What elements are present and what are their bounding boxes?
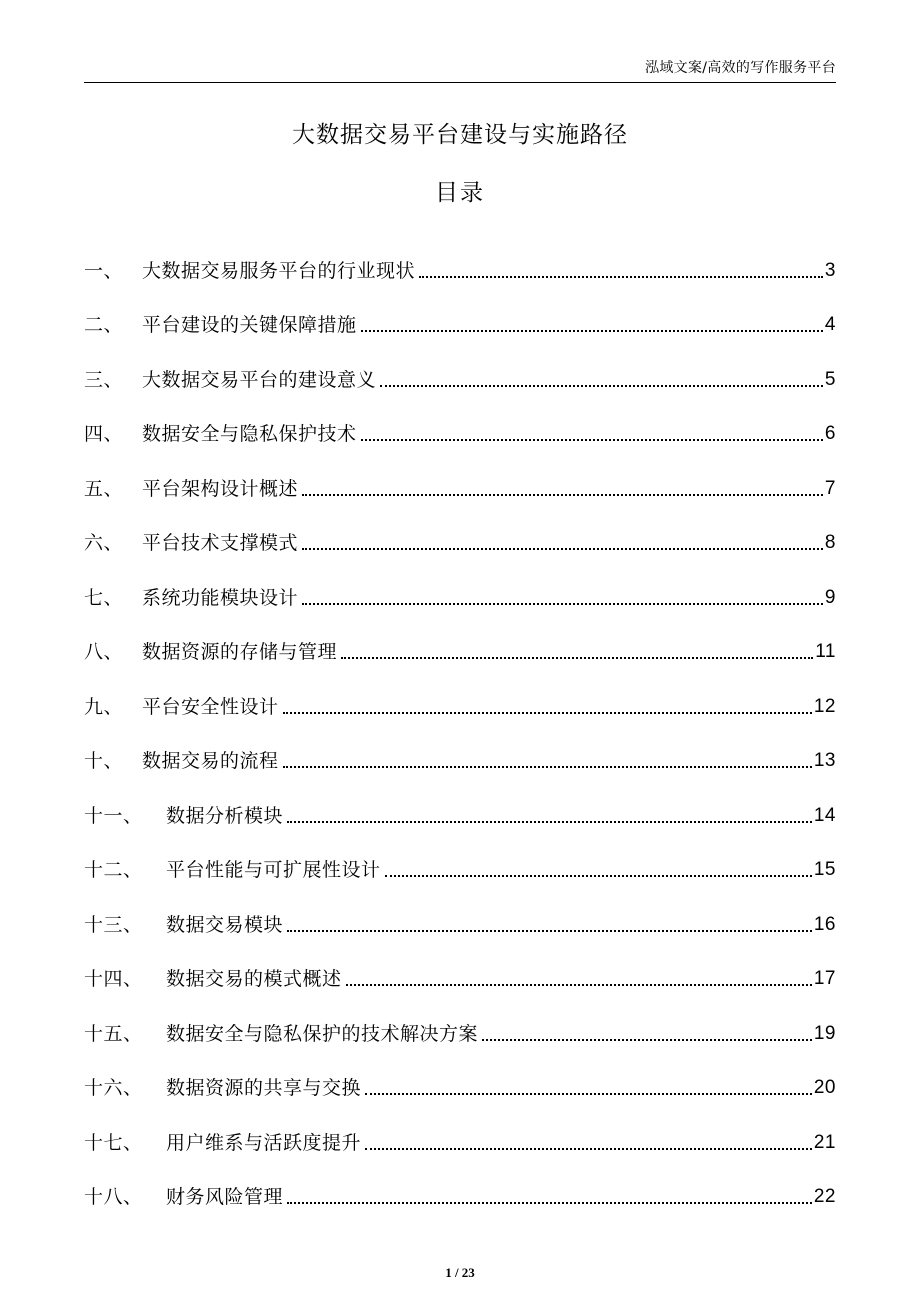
toc-entry[interactable] [84, 396, 836, 451]
toc-entry-page: 22 [813, 1186, 836, 1207]
toc-dot-leader [482, 1039, 812, 1041]
toc-entry-number: 六、 [84, 532, 124, 554]
toc-entry-title: 平台技术支撑模式 [142, 532, 299, 554]
toc-entry-number: 十五、 [84, 1022, 143, 1045]
toc-entry-page: 16 [813, 913, 836, 935]
toc-entry[interactable] [84, 450, 836, 505]
toc-entry[interactable] [84, 886, 836, 941]
toc-entry-page: 9 [824, 586, 836, 608]
toc-entry-number: 十、 [84, 750, 124, 772]
toc-entry-number: 三、 [84, 368, 124, 391]
toc-entry-page: 8 [824, 532, 836, 553]
toc-entry-number: 一、 [84, 259, 124, 282]
toc-entry-page: 3 [824, 259, 836, 281]
toc-entry-title: 大数据交易平台的建设意义 [142, 368, 377, 391]
document-title: 大数据交易平台建设与实施路径 [292, 122, 628, 148]
toc-dot-leader [302, 494, 823, 496]
toc-entry-number: 十六、 [84, 1077, 143, 1099]
toc-entry-page: 19 [813, 1022, 836, 1044]
toc-dot-leader [361, 330, 823, 332]
toc-entry-title: 大数据交易服务平台的行业现状 [142, 259, 416, 282]
toc-entry-page: 7 [824, 477, 836, 499]
toc-entry[interactable] [84, 668, 836, 723]
toc-entry[interactable] [84, 1159, 836, 1214]
toc-dot-leader [283, 766, 812, 768]
toc-dot-leader [380, 385, 823, 387]
toc-entry[interactable] [84, 232, 836, 287]
toc-entry-title: 数据交易的流程 [142, 750, 279, 772]
toc-entry[interactable] [84, 505, 836, 560]
toc-entry[interactable] [84, 941, 836, 996]
toc-entry-number: 七、 [84, 586, 124, 609]
toc-entry-number: 五、 [84, 477, 124, 500]
toc-entry-title: 数据资源的共享与交换 [166, 1077, 362, 1099]
toc-entry-number: 二、 [84, 314, 124, 336]
toc-dot-leader [346, 984, 812, 986]
toc-entry[interactable] [84, 341, 836, 396]
toc-entry-title: 数据安全与隐私保护的技术解决方案 [166, 1022, 479, 1045]
table-of-contents [84, 232, 836, 1213]
toc-entry-page: 13 [813, 750, 836, 771]
toc-entry-page: 6 [824, 423, 836, 444]
toc-dot-leader [419, 276, 823, 278]
toc-entry-title: 数据资源的存储与管理 [142, 641, 338, 663]
toc-entry-title: 平台安全性设计 [142, 695, 279, 718]
toc-entry[interactable] [84, 723, 836, 778]
toc-entry-title: 系统功能模块设计 [142, 586, 299, 609]
toc-entry-number: 十二、 [84, 859, 143, 881]
toc-dot-leader [283, 712, 812, 714]
header-divider [84, 82, 836, 83]
toc-entry[interactable] [84, 995, 836, 1050]
toc-entry-page: 11 [815, 641, 836, 662]
toc-dot-leader [287, 1202, 812, 1204]
toc-entry-page: 21 [813, 1131, 836, 1153]
page-header: 泓域文案/高效的写作服务平台 [645, 60, 836, 76]
toc-entry-title: 数据分析模块 [166, 804, 284, 827]
toc-entry[interactable] [84, 287, 836, 342]
toc-entry-page: 12 [813, 695, 836, 717]
toc-entry[interactable] [84, 777, 836, 832]
toc-entry-title: 平台性能与可扩展性设计 [166, 859, 381, 881]
toc-entry-number: 四、 [84, 423, 124, 445]
toc-entry[interactable] [84, 559, 836, 614]
page-number-footer: 1 / 23 [445, 1265, 475, 1280]
toc-entry[interactable] [84, 1104, 836, 1159]
toc-entry-page: 17 [813, 968, 836, 989]
toc-entry[interactable] [84, 832, 836, 887]
toc-dot-leader [302, 603, 823, 605]
toc-heading: 目录 [435, 180, 485, 206]
toc-entry-number: 十七、 [84, 1131, 143, 1154]
toc-dot-leader [365, 1148, 812, 1150]
toc-dot-leader [361, 439, 823, 441]
toc-entry-title: 数据交易模块 [166, 913, 284, 936]
toc-entry-number: 十八、 [84, 1186, 143, 1208]
toc-dot-leader [287, 821, 812, 823]
toc-entry[interactable] [84, 614, 836, 669]
toc-entry[interactable] [84, 1050, 836, 1105]
toc-entry-title: 平台架构设计概述 [142, 477, 299, 500]
toc-entry-title: 平台建设的关键保障措施 [142, 314, 357, 336]
toc-entry-number: 九、 [84, 695, 124, 718]
toc-dot-leader [385, 875, 812, 877]
toc-entry-number: 十三、 [84, 913, 143, 936]
toc-entry-page: 5 [824, 368, 836, 390]
toc-entry-number: 八、 [84, 641, 124, 663]
toc-entry-title: 用户维系与活跃度提升 [166, 1131, 362, 1154]
toc-entry-number: 十一、 [84, 804, 143, 827]
toc-entry-page: 14 [813, 804, 836, 826]
toc-entry-page: 15 [813, 859, 836, 880]
toc-entry-title: 数据交易的模式概述 [166, 968, 342, 990]
toc-entry-title: 财务风险管理 [166, 1186, 284, 1208]
toc-entry-number: 十四、 [84, 968, 143, 990]
toc-dot-leader [341, 657, 813, 659]
toc-entry-title: 数据安全与隐私保护技术 [142, 423, 357, 445]
toc-entry-page: 4 [824, 314, 836, 335]
toc-dot-leader [287, 930, 812, 932]
toc-entry-page: 20 [813, 1077, 836, 1098]
toc-dot-leader [365, 1093, 812, 1095]
toc-dot-leader [302, 548, 823, 550]
